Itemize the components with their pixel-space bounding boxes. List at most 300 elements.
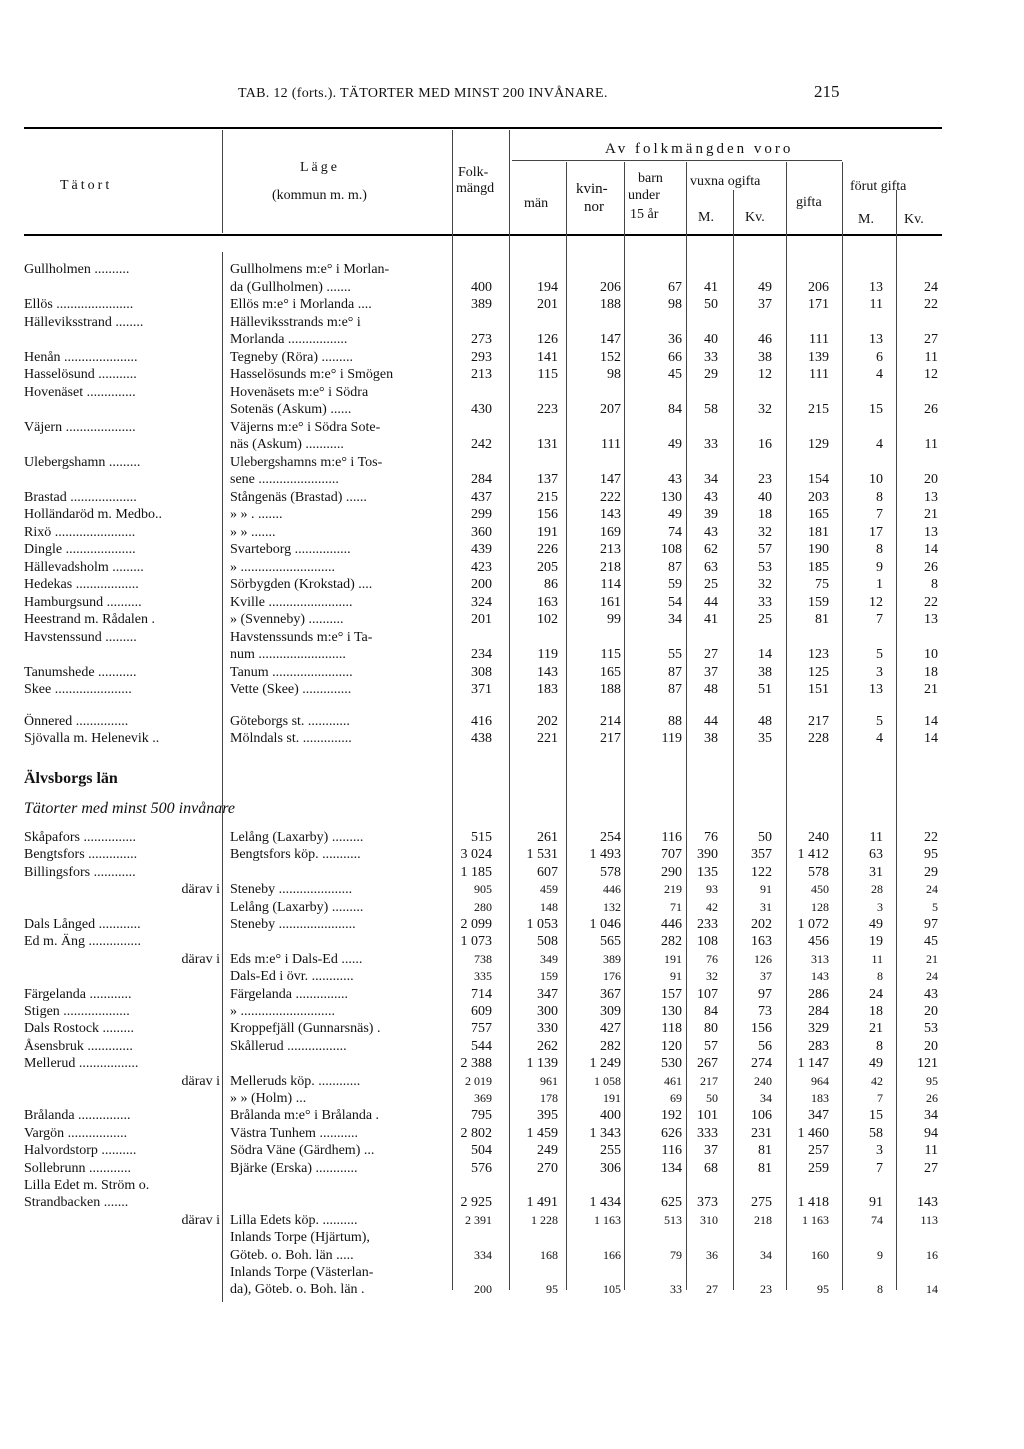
row-value: 508 <box>537 934 558 950</box>
header-lage: Läge <box>300 160 340 175</box>
row-value: 87 <box>668 559 682 575</box>
row-value: 1 228 <box>531 1212 558 1227</box>
row-value: 203 <box>808 489 829 505</box>
row-tatort: Gullholmen .......... <box>24 262 130 277</box>
row-value: 217 <box>600 731 621 746</box>
row-tatort: Ulebergshamn ......... <box>24 454 141 470</box>
row-value: 81 <box>758 1143 772 1159</box>
row-value: 334 <box>474 1247 492 1262</box>
row-value: 105 <box>603 1282 621 1297</box>
row-value: 57 <box>704 1038 718 1054</box>
row-value: 148 <box>540 899 558 914</box>
row-value: 261 <box>537 830 558 845</box>
row-value: 24 <box>926 969 938 984</box>
row-value: 219 <box>664 882 682 897</box>
row-value: 18 <box>758 507 772 522</box>
row-value: 99 <box>607 612 621 627</box>
row-value: 31 <box>869 864 883 880</box>
row-value: 565 <box>600 934 621 950</box>
row-value: 22 <box>924 830 938 845</box>
row-value: 217 <box>808 713 829 729</box>
row-value: 7 <box>876 1160 883 1176</box>
row-value: 191 <box>603 1091 621 1105</box>
row-value: 191 <box>537 524 558 540</box>
row-value: 141 <box>537 349 558 365</box>
row-value: 1 531 <box>526 847 558 863</box>
row-lage: » ........................... <box>230 1004 335 1019</box>
row-value: 9 <box>877 1247 883 1262</box>
row-value: 446 <box>603 882 621 897</box>
row-lage: » » . ....... <box>230 507 283 522</box>
row-lage: Gullholmens m:e° i Morlan- <box>230 262 390 277</box>
row-lage: Dals-Ed i övr. ............ <box>230 969 354 985</box>
row-value: 98 <box>668 297 682 312</box>
row-value: 11 <box>924 437 938 452</box>
row-lage: » » ....... <box>230 524 276 540</box>
row-value: 24 <box>869 986 883 1002</box>
row-value: 964 <box>811 1073 829 1088</box>
row-value: 97 <box>758 986 772 1002</box>
row-lage: Färgelanda ............... <box>230 986 348 1002</box>
row-value: 1 147 <box>797 1056 829 1072</box>
row-value: 188 <box>600 682 621 697</box>
row-value: 159 <box>808 594 829 610</box>
row-tatort: Dals Rostock ......... <box>24 1021 135 1037</box>
row-tatort: Vargön ................. <box>24 1125 128 1141</box>
row-value: 88 <box>668 713 682 729</box>
row-value: 37 <box>704 1143 718 1159</box>
row-tatort: Färgelanda ............ <box>24 986 132 1002</box>
row-tatort: Lilla Edet m. Ström o. <box>24 1178 150 1193</box>
row-value: 24 <box>926 882 938 897</box>
row-lage: Morlanda ................. <box>230 332 348 347</box>
row-value: 15 <box>869 402 883 417</box>
row-value: 161 <box>600 594 621 610</box>
row-tatort: Henån ..................... <box>24 349 138 365</box>
row-lage: da), Göteb. o. Boh. län . <box>230 1282 365 1298</box>
row-value: 114 <box>600 577 621 592</box>
row-value: 34 <box>924 1108 938 1124</box>
row-value: 1 491 <box>526 1195 558 1211</box>
row-value: 217 <box>700 1073 718 1088</box>
row-value: 5 <box>932 899 938 914</box>
row-value: 55 <box>668 647 682 662</box>
row-value: 185 <box>808 559 829 575</box>
row-lage: Inlands Torpe (Hjärtum), <box>230 1230 370 1246</box>
row-value: 282 <box>661 934 682 950</box>
row-value: 215 <box>537 489 558 505</box>
row-value: 107 <box>697 986 718 1002</box>
row-value: 49 <box>869 1056 883 1072</box>
row-value: 108 <box>697 934 718 950</box>
row-value: 8 <box>876 489 883 505</box>
row-value: 218 <box>600 559 621 575</box>
row-value: 84 <box>668 402 682 417</box>
row-value: 74 <box>871 1212 883 1227</box>
row-value: 11 <box>869 830 883 845</box>
row-tatort: Hällevadsholm ......... <box>24 559 144 575</box>
row-value: 116 <box>661 1143 682 1159</box>
row-value: 12 <box>869 594 883 610</box>
row-value: 28 <box>871 882 883 897</box>
row-value: 300 <box>537 1004 558 1019</box>
row-tatort: Bengtsfors .............. <box>24 847 138 863</box>
row-value: 7 <box>877 1091 883 1105</box>
row-value: 284 <box>808 1004 829 1019</box>
row-value: 115 <box>537 367 558 382</box>
row-value: 11 <box>869 297 883 312</box>
row-value: 33 <box>704 437 718 452</box>
row-value: 439 <box>471 542 492 557</box>
row-value: 333 <box>697 1125 718 1141</box>
row-value: 213 <box>471 367 492 382</box>
row-value: 166 <box>603 1247 621 1262</box>
row-tatort: Mellerud ................. <box>24 1056 139 1072</box>
row-value: 335 <box>474 969 492 984</box>
row-value: 275 <box>751 1195 772 1211</box>
row-value: 13 <box>869 279 883 295</box>
row-value: 25 <box>758 612 772 627</box>
row-value: 95 <box>924 847 938 863</box>
row-value: 108 <box>661 542 682 557</box>
row-value: 625 <box>661 1195 682 1211</box>
header-forut-m: M. <box>858 212 874 227</box>
row-value: 282 <box>600 1038 621 1054</box>
row-value: 20 <box>924 472 938 487</box>
page-number: 215 <box>814 82 840 101</box>
row-tatort: därav i <box>181 1212 220 1228</box>
row-value: 169 <box>600 524 621 540</box>
row-value: 13 <box>924 612 938 627</box>
row-value: 132 <box>603 899 621 914</box>
row-value: 113 <box>920 1212 938 1227</box>
row-value: 4 <box>876 367 883 382</box>
row-value: 123 <box>808 647 829 662</box>
row-value: 32 <box>758 577 772 592</box>
row-value: 27 <box>706 1282 718 1297</box>
row-value: 49 <box>668 507 682 522</box>
row-value: 58 <box>704 402 718 417</box>
row-value: 14 <box>924 713 938 729</box>
row-value: 62 <box>704 542 718 557</box>
header-vuxna: vuxna ogifta <box>690 174 761 189</box>
row-value: 43 <box>668 472 682 487</box>
header-lage-sub: (kommun m. m.) <box>272 188 367 203</box>
row-lage: » (Svenneby) .......... <box>230 612 344 627</box>
row-value: 3 <box>876 1143 883 1159</box>
row-tatort: Dals Långed ............ <box>24 917 141 932</box>
table-title: TAB. 12 (forts.). TÄTORTER MED MINST 200 INVÅNARE. <box>238 86 608 101</box>
row-value: 59 <box>668 577 682 592</box>
row-tatort: Önnered ............... <box>24 713 129 729</box>
row-lage: sene ....................... <box>230 472 339 487</box>
row-value: 249 <box>537 1143 558 1159</box>
row-value: 7 <box>876 507 883 522</box>
row-value: 126 <box>537 332 558 347</box>
row-value: 213 <box>600 542 621 557</box>
row-value: 40 <box>758 489 772 505</box>
row-value: 446 <box>661 917 682 932</box>
row-tatort: Hälleviksstrand ........ <box>24 314 144 330</box>
row-tatort: Hovenäset .............. <box>24 384 136 400</box>
row-value: 154 <box>808 472 829 487</box>
header-gifta: gifta <box>796 195 822 210</box>
row-value: 360 <box>471 524 492 540</box>
row-value: 2 925 <box>460 1195 492 1211</box>
row-value: 95 <box>817 1282 829 1297</box>
row-tatort: Holländaröd m. Medbo.. <box>24 507 163 522</box>
row-value: 66 <box>668 349 682 365</box>
row-value: 2 391 <box>465 1212 492 1227</box>
row-value: 33 <box>758 594 772 610</box>
row-lage: Göteb. o. Boh. län ..... <box>230 1247 354 1263</box>
row-value: 255 <box>600 1143 621 1159</box>
row-value: 330 <box>537 1021 558 1037</box>
row-value: 54 <box>668 594 682 610</box>
header-barn3: 15 år <box>630 207 659 222</box>
row-lage: da (Gullholmen) ....... <box>230 279 351 295</box>
row-lage: Lelång (Laxarby) ......... <box>230 830 364 845</box>
row-value: 101 <box>697 1108 718 1124</box>
row-value: 254 <box>600 830 621 845</box>
header-barn2: under <box>628 188 660 203</box>
row-value: 48 <box>704 682 718 697</box>
row-value: 43 <box>704 524 718 540</box>
row-value: 120 <box>661 1038 682 1054</box>
header-folk1: Folk- <box>458 165 489 180</box>
row-value: 34 <box>760 1091 772 1105</box>
row-value: 3 <box>876 664 883 680</box>
row-value: 1 058 <box>594 1073 621 1088</box>
row-value: 152 <box>600 349 621 365</box>
row-value: 37 <box>758 297 772 312</box>
col-divider <box>222 130 223 233</box>
row-value: 74 <box>668 524 682 540</box>
row-value: 134 <box>661 1160 682 1176</box>
row-value: 159 <box>540 969 558 984</box>
row-tatort: Hasselösund ........... <box>24 367 137 382</box>
row-value: 8 <box>876 542 883 557</box>
row-tatort: därav i <box>181 1073 220 1089</box>
row-value: 13 <box>924 489 938 505</box>
row-value: 111 <box>809 332 829 347</box>
row-value: 1 418 <box>797 1195 829 1211</box>
row-value: 73 <box>758 1004 772 1019</box>
row-value: 324 <box>471 594 492 610</box>
row-lage: Bengtsfors köp. ........... <box>230 847 361 863</box>
row-value: 280 <box>474 899 492 914</box>
row-value: 34 <box>668 612 682 627</box>
row-value: 32 <box>758 402 772 417</box>
row-value: 93 <box>706 882 718 897</box>
row-value: 293 <box>471 349 492 365</box>
row-value: 183 <box>537 682 558 697</box>
row-lage: Vette (Skee) .............. <box>230 682 352 697</box>
header-vuxna-m: M. <box>698 210 714 225</box>
row-value: 29 <box>924 864 938 880</box>
row-value: 201 <box>471 612 492 627</box>
row-value: 125 <box>808 664 829 680</box>
row-value: 7 <box>876 612 883 627</box>
row-lage: Steneby ...................... <box>230 917 356 932</box>
row-lage: Svarteborg ................ <box>230 542 351 557</box>
row-value: 202 <box>751 917 772 932</box>
row-value: 4 <box>876 437 883 452</box>
row-lage: Mölndals st. .............. <box>230 731 352 746</box>
row-value: 10 <box>869 472 883 487</box>
row-value: 38 <box>758 349 772 365</box>
row-lage: näs (Askum) ........... <box>230 437 344 452</box>
row-value: 156 <box>537 507 558 522</box>
row-value: 49 <box>869 917 883 932</box>
row-value: 738 <box>474 951 492 966</box>
row-value: 389 <box>603 951 621 966</box>
row-value: 35 <box>758 731 772 746</box>
row-value: 530 <box>661 1056 682 1072</box>
row-tatort: Strandbacken ....... <box>24 1195 129 1211</box>
row-value: 12 <box>924 367 938 382</box>
header-barn1: barn <box>638 171 663 186</box>
row-value: 63 <box>869 847 883 863</box>
row-value: 128 <box>811 899 829 914</box>
row-value: 183 <box>811 1091 829 1105</box>
row-value: 14 <box>924 731 938 746</box>
row-value: 14 <box>926 1282 938 1297</box>
row-value: 147 <box>600 472 621 487</box>
row-lage: Lelång (Laxarby) ......... <box>230 899 364 915</box>
row-value: 41 <box>704 279 718 295</box>
row-value: 1 163 <box>594 1212 621 1227</box>
row-value: 43 <box>704 489 718 505</box>
row-value: 3 024 <box>460 847 492 863</box>
row-value: 274 <box>751 1056 772 1072</box>
row-value: 371 <box>471 682 492 697</box>
row-value: 15 <box>869 1108 883 1124</box>
row-value: 578 <box>600 864 621 880</box>
row-value: 111 <box>809 367 829 382</box>
header-vuxna-kv: Kv. <box>745 210 765 225</box>
row-value: 44 <box>704 594 718 610</box>
row-value: 95 <box>546 1282 558 1297</box>
row-value: 91 <box>670 969 682 984</box>
row-value: 1 434 <box>589 1195 621 1211</box>
row-value: 259 <box>808 1160 829 1176</box>
row-value: 98 <box>607 367 621 382</box>
header-rule <box>24 234 942 236</box>
row-value: 160 <box>811 1247 829 1262</box>
row-value: 416 <box>471 713 492 729</box>
row-value: 23 <box>758 472 772 487</box>
header-forut-kv: Kv. <box>904 212 924 227</box>
row-value: 51 <box>758 682 772 697</box>
row-value: 367 <box>600 986 621 1002</box>
row-value: 81 <box>815 612 829 627</box>
row-value: 48 <box>758 713 772 729</box>
row-tatort: Ellös ...................... <box>24 297 134 312</box>
header-kvinnor2: nor <box>584 199 604 215</box>
row-value: 181 <box>808 524 829 540</box>
row-value: 45 <box>924 934 938 950</box>
subsection-heading: Tätorter med minst 500 invånare <box>24 800 235 817</box>
row-value: 102 <box>537 612 558 627</box>
header-folk2: mängd <box>456 181 495 196</box>
row-value: 905 <box>474 882 492 897</box>
row-value: 191 <box>664 951 682 966</box>
row-value: 369 <box>474 1091 492 1105</box>
row-value: 68 <box>704 1160 718 1176</box>
row-lage: Steneby ..................... <box>230 882 353 898</box>
row-value: 290 <box>661 864 682 880</box>
row-tatort: Åsensbruk ............. <box>24 1038 133 1054</box>
row-value: 1 460 <box>797 1125 829 1141</box>
row-value: 1 459 <box>526 1125 558 1141</box>
row-value: 43 <box>924 986 938 1002</box>
row-value: 122 <box>751 864 772 880</box>
row-tatort: Väjern .................... <box>24 419 136 435</box>
row-tatort: Ed m. Äng ............... <box>24 934 142 950</box>
row-value: 57 <box>758 542 772 557</box>
row-value: 206 <box>600 279 621 295</box>
row-value: 143 <box>917 1195 938 1211</box>
row-value: 329 <box>808 1021 829 1037</box>
row-value: 4 <box>876 731 883 746</box>
row-value: 21 <box>924 507 938 522</box>
row-value: 13 <box>924 524 938 540</box>
row-lage: Södra Väne (Gärdhem) ... <box>230 1143 375 1159</box>
row-value: 163 <box>751 934 772 950</box>
row-value: 40 <box>704 332 718 347</box>
row-value: 18 <box>924 664 938 680</box>
row-value: 22 <box>924 594 938 610</box>
row-value: 16 <box>926 1247 938 1262</box>
row-value: 578 <box>808 864 829 880</box>
row-tatort: Brastad ................... <box>24 489 137 505</box>
row-value: 19 <box>869 934 883 950</box>
row-value: 119 <box>537 647 558 662</box>
row-value: 456 <box>808 934 829 950</box>
row-value: 81 <box>758 1160 772 1176</box>
row-value: 201 <box>537 297 558 312</box>
row-value: 143 <box>537 664 558 680</box>
row-value: 157 <box>661 986 682 1002</box>
row-value: 87 <box>668 664 682 680</box>
row-value: 84 <box>704 1004 718 1019</box>
row-value: 38 <box>704 731 718 746</box>
row-value: 91 <box>869 1195 883 1211</box>
row-value: 41 <box>704 612 718 627</box>
row-value: 13 <box>869 682 883 697</box>
row-tatort: Tanumshede ........... <box>24 664 137 680</box>
row-value: 53 <box>924 1021 938 1037</box>
row-value: 143 <box>600 507 621 522</box>
row-value: 270 <box>537 1160 558 1176</box>
row-value: 308 <box>471 664 492 680</box>
row-value: 131 <box>537 437 558 452</box>
row-value: 56 <box>758 1038 772 1054</box>
row-value: 1 073 <box>460 934 492 950</box>
row-value: 23 <box>760 1282 772 1297</box>
row-value: 200 <box>474 1282 492 1297</box>
row-value: 111 <box>601 437 621 452</box>
row-value: 76 <box>704 830 718 845</box>
row-value: 347 <box>537 986 558 1002</box>
row-value: 69 <box>670 1091 682 1105</box>
row-value: 8 <box>876 1038 883 1054</box>
row-value: 139 <box>808 349 829 365</box>
row-value: 29 <box>704 367 718 382</box>
row-value: 1 249 <box>589 1056 621 1072</box>
row-tatort: Havstenssund ......... <box>24 629 137 645</box>
